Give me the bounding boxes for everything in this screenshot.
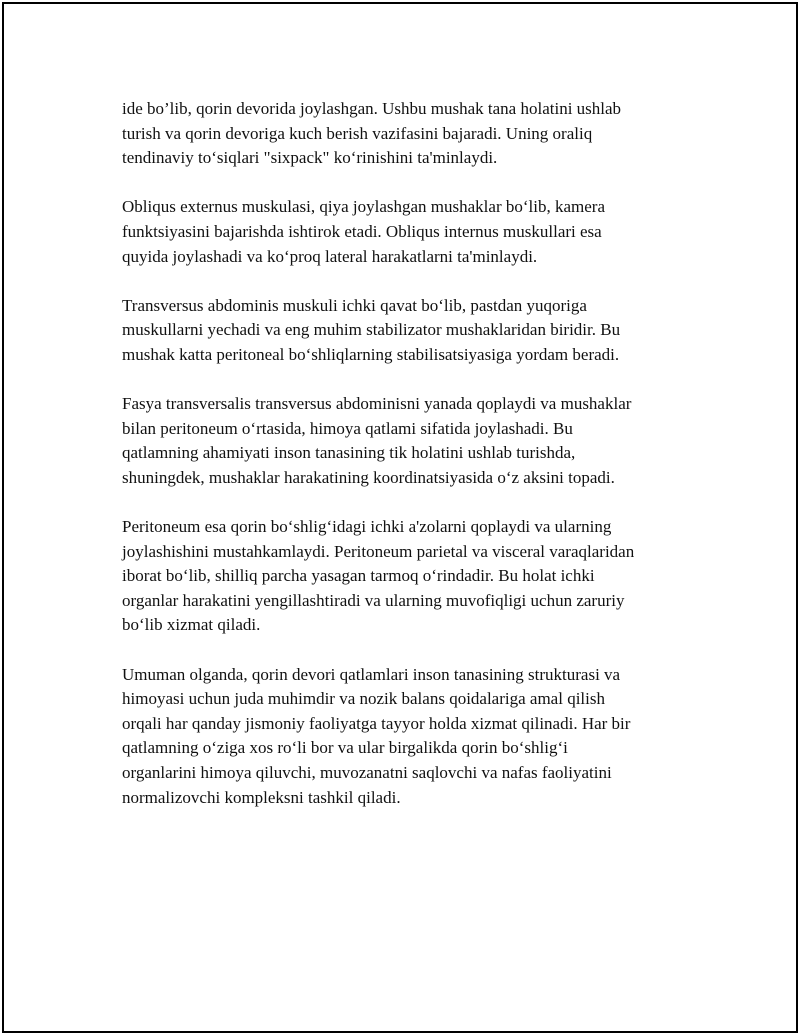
text-line: qatlamning o‘ziga xos ro‘li bor va ular birgalikda qorin bo‘shlig‘i bbox=[122, 738, 568, 758]
paragraph-6 bbox=[122, 663, 682, 811]
text-line: iborat bo‘lib, shilliq parcha yasagan tarmoq o‘rindadir. Bu holat ichki bbox=[122, 566, 595, 586]
text-line: bo‘lib xizmat qiladi. bbox=[122, 615, 261, 635]
text-line: bilan peritoneum o‘rtasida, himoya qatlami sifatida joylashadi. Bu bbox=[122, 418, 573, 438]
text-line: funktsiyasini bajarishda ishtirok etadi. Obliqus internus muskullari esa bbox=[122, 221, 602, 241]
text-line: quyida joylashadi va ko‘proq lateral harakatlarni ta'minlaydi. bbox=[122, 246, 538, 266]
text-line: muskullarni yechadi va eng muhim stabilizator mushaklaridan biridir. Bu bbox=[122, 320, 621, 340]
text-line: qatlamning ahamiyati inson tanasining tik holatini ushlab turishda, bbox=[122, 443, 576, 463]
paragraph-2 bbox=[122, 195, 682, 269]
text-line: turish va qorin devoriga kuch berish vazifasini bajaradi. Uning oraliq bbox=[122, 123, 593, 143]
text-line: organlarini himoya qiluvchi, muvozanatni saqlovchi va nafas faoliyatini bbox=[122, 763, 612, 783]
text-line: mushak katta peritoneal bo‘shliqlarning stabilisatsiyasiga yordam beradi. bbox=[122, 344, 620, 364]
text-line: joylashishini mustahkamlaydi. Peritoneum parietal va visceral varaqlaridan bbox=[122, 541, 635, 561]
text-line: orqali har qanday jismoniy faoliyatga tayyor holda xizmat qilinadi. Har bir bbox=[122, 713, 631, 733]
text-line: organlar harakatini yengillashtiradi va ularning muvofiqligi uchun zaruriy bbox=[122, 590, 625, 610]
page-frame bbox=[2, 2, 798, 1033]
text-line: Fasya transversalis transversus abdominisni yanada qoplaydi va mushaklar bbox=[122, 394, 632, 414]
text-line: tendinaviy to‘siqlari "sixpack" ko‘rinishini ta'minlaydi. bbox=[122, 148, 498, 168]
paragraph-5 bbox=[122, 515, 682, 638]
text-line: Transversus abdominis muskuli ichki qavat bo‘lib, pastdan yuqoriga bbox=[122, 295, 587, 315]
text-line: Peritoneum esa qorin bo‘shlig‘idagi ichki a'zolarni qoplaydi va ularning bbox=[122, 517, 612, 537]
text-line: himoyasi uchun juda muhimdir va nozik balans qoidalariga amal qilish bbox=[122, 689, 605, 709]
text-line: normalizovchi kompleksni tashkil qiladi. bbox=[122, 787, 401, 807]
paragraph-1 bbox=[122, 97, 682, 171]
text-line: Umuman olganda, qorin devori qatlamlari inson tanasining strukturasi va bbox=[122, 664, 621, 684]
paragraph-4 bbox=[122, 392, 682, 490]
paragraph-3 bbox=[122, 294, 682, 368]
text-line: Obliqus externus muskulasi, qiya joylashgan mushaklar bo‘lib, kamera bbox=[122, 197, 605, 217]
text-line: shuningdek, mushaklar harakatining koordinatsiyasida o‘z aksini topadi. bbox=[122, 467, 615, 487]
text-line: ide bo’lib, qorin devorida joylashgan. Ushbu mushak tana holatini ushlab bbox=[122, 99, 622, 118]
document-body bbox=[122, 97, 682, 835]
